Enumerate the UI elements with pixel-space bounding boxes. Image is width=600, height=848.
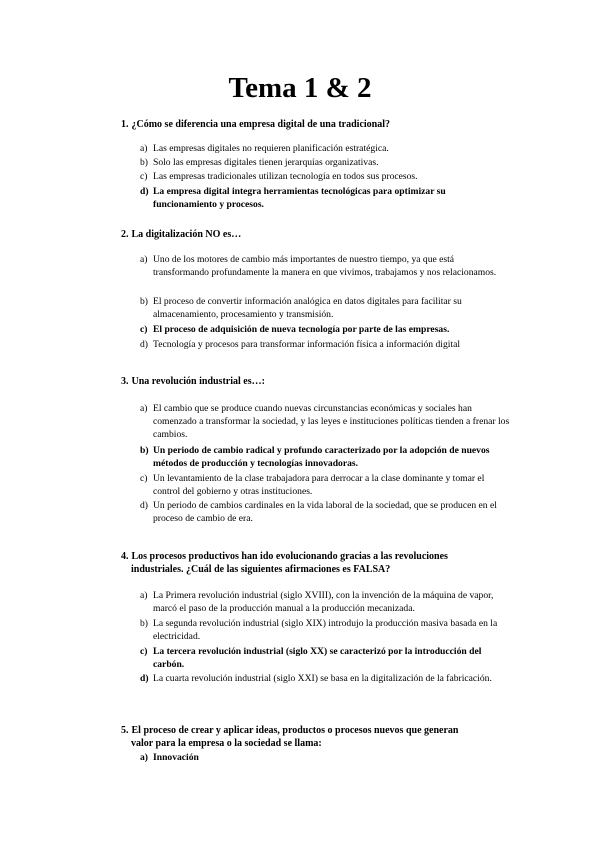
option-4d (140, 673, 512, 686)
question-text: La digitalización NO es… (131, 229, 242, 240)
option-letter: a) (140, 590, 148, 601)
option-letter: b) (140, 618, 148, 629)
option-4b (140, 618, 512, 644)
option-text: Uno de los motores de cambio más importantes de nuestro tiempo, ya que está transformando profundamente la manera en que vivimos, trabajamos y nos relacionamos. (153, 254, 497, 278)
option-2c (140, 324, 512, 337)
option-text: La empresa digital integra herramientas tecnológicas para optimizar su funcionamiento y procesos. (153, 186, 446, 210)
option-3d (140, 500, 512, 526)
option-3a (140, 403, 512, 441)
option-text: Un periodo de cambios cardinales en la vida laboral de la sociedad, que se producen en el proceso de cambio de era. (153, 500, 497, 524)
question-text-line2: industriales. ¿Cuál de las siguientes afirmaciones es FALSA? (131, 564, 391, 575)
option-letter: a) (140, 143, 148, 154)
option-letter: b) (140, 157, 148, 168)
option-1b (140, 157, 512, 170)
option-3b (140, 445, 512, 471)
option-5a (140, 752, 512, 765)
question-1 (121, 118, 521, 131)
option-letter: a) (140, 254, 148, 265)
option-letter: c) (140, 171, 148, 182)
option-text: La Primera revolución industrial (siglo XVIII), con la invención de la máquina de vapor, marcó el paso de la producción manual a la producción mecanizada. (153, 590, 494, 614)
question-text-line1: Los procesos productivos han ido evolucionando gracias a las revoluciones (131, 551, 448, 562)
question-number: 3. (121, 376, 129, 387)
option-1d (140, 186, 512, 212)
option-letter: d) (140, 339, 148, 350)
option-2d (140, 339, 512, 352)
option-text: Las empresas digitales no requieren planificación estratégica. (153, 143, 389, 154)
question-text: Una revolución industrial es…: (131, 376, 265, 387)
question-5 (121, 724, 521, 750)
option-text: Las empresas tradicionales utilizan tecnología en todos sus procesos. (153, 171, 418, 182)
question-3 (121, 375, 521, 388)
option-1c (140, 171, 512, 184)
option-2a (140, 254, 512, 280)
question-text-line2: valor para la empresa o la sociedad se llama: (131, 738, 322, 749)
option-text: La tercera revolución industrial (siglo XX) se caracterizó por la introducción del carbón. (153, 646, 482, 670)
option-letter: c) (140, 324, 148, 335)
question-text-line1: El proceso de crear y aplicar ideas, productos o procesos nuevos que generan (131, 725, 459, 736)
option-text: Solo las empresas digitales tienen jerarquías organizativas. (153, 157, 379, 168)
option-text: El proceso de adquisición de nueva tecnología por parte de las empresas. (153, 324, 450, 335)
option-letter: c) (140, 646, 148, 657)
option-text: Innovación (153, 752, 199, 763)
option-text: Un levantamiento de la clase trabajadora para derrocar a la clase dominante y tomar el control del gobierno y otras instituciones. (153, 473, 485, 497)
option-4a (140, 590, 512, 616)
option-3c (140, 473, 512, 499)
question-number: 2. (121, 229, 129, 240)
option-4c (140, 646, 512, 672)
question-number: 4. (121, 551, 129, 562)
question-number: 5. (121, 725, 129, 736)
option-letter: d) (140, 186, 149, 197)
option-letter: c) (140, 473, 148, 484)
option-text: El cambio que se produce cuando nuevas circunstancias económicas y sociales han comenzado a transformar la sociedad, y las leyes e instituciones políticas tienden a frenar los cambios. (153, 403, 510, 440)
option-letter: b) (140, 445, 149, 456)
option-letter: b) (140, 296, 148, 307)
option-letter: a) (140, 752, 148, 763)
option-1a (140, 143, 512, 156)
option-letter: d) (140, 500, 148, 511)
question-number: 1. (121, 119, 129, 130)
question-text: ¿Cómo se diferencia una empresa digital de una tradicional? (131, 119, 391, 130)
option-letter: d) (140, 673, 149, 684)
question-4 (121, 550, 521, 576)
option-text: La segunda revolución industrial (siglo XIX) introdujo la producción masiva basada en la electricidad. (153, 618, 498, 642)
option-text: El proceso de convertir información analógica en datos digitales para facilitar su almacenamiento, procesamiento y transmisión. (153, 296, 462, 320)
option-2b (140, 296, 512, 322)
option-letter: a) (140, 403, 148, 414)
option-text: Tecnología y procesos para transformar información física a información digital (153, 339, 461, 350)
page-title: Tema 1 & 2 (228, 72, 372, 104)
option-text: La cuarta revolución industrial (siglo XXI) se basa en la digitalización de la fabricación. (153, 673, 492, 684)
question-2 (121, 228, 521, 241)
option-text: Un periodo de cambio radical y profundo caracterizado por la adopción de nuevos métodos de producción y tecnologías innovadoras. (153, 445, 490, 469)
